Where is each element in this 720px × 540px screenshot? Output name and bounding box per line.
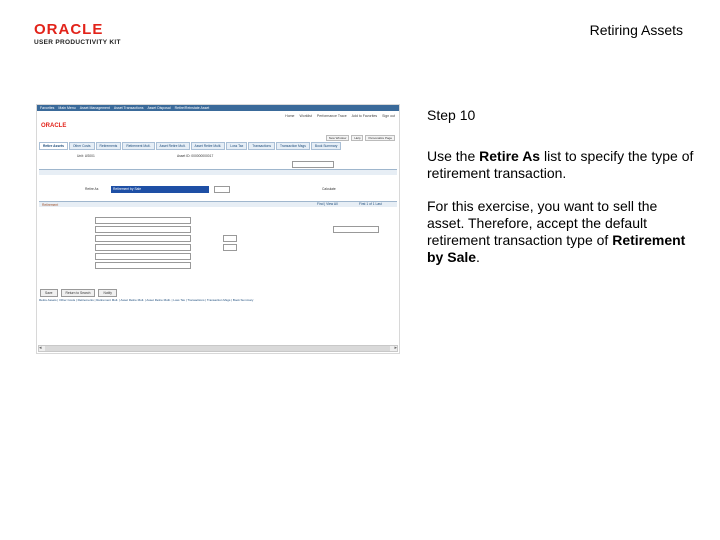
scrollbar-thumb[interactable] bbox=[45, 346, 390, 351]
retire-as-value: Retirement by Sale bbox=[113, 187, 142, 191]
unit-label: Unit: US001 bbox=[77, 154, 95, 158]
save-button[interactable]: Save bbox=[40, 289, 58, 297]
field[interactable] bbox=[95, 217, 191, 224]
text: Use the bbox=[427, 148, 480, 164]
tab[interactable]: Loss Tax bbox=[226, 142, 247, 150]
page-link[interactable]: New Window bbox=[326, 135, 350, 141]
retirement-band bbox=[39, 201, 397, 207]
top-link[interactable]: Home bbox=[285, 114, 295, 118]
field[interactable] bbox=[95, 253, 191, 260]
instruction-paragraph-1 bbox=[427, 148, 697, 182]
page-links bbox=[326, 135, 395, 141]
field[interactable] bbox=[214, 186, 230, 193]
tab[interactable]: Other Costs bbox=[69, 142, 95, 150]
scroll-left-icon[interactable]: ◂ bbox=[39, 345, 42, 351]
nav-item[interactable]: Favorites bbox=[40, 106, 55, 110]
page-link[interactable]: Help bbox=[351, 135, 363, 141]
notify-button[interactable]: Notify bbox=[98, 289, 116, 297]
tab[interactable]: Transactions bbox=[248, 142, 275, 150]
top-links bbox=[37, 111, 399, 121]
page-link[interactable]: Personalize Page bbox=[365, 135, 395, 141]
top-link[interactable]: Sign out bbox=[382, 114, 395, 118]
inner-oracle-logo: ORACLE bbox=[41, 123, 67, 129]
top-link[interactable]: Add to Favorites bbox=[351, 114, 378, 118]
retirement-heading: Retirement bbox=[42, 203, 59, 207]
text: list to specify the type of retirement transaction. bbox=[427, 148, 694, 181]
bold-term: Retirement by Sale bbox=[427, 232, 686, 265]
field[interactable] bbox=[223, 244, 237, 251]
field[interactable] bbox=[333, 226, 379, 233]
button-row bbox=[40, 289, 117, 297]
tab[interactable]: Asset Retire Multi. bbox=[191, 142, 226, 150]
top-link[interactable]: Worklist bbox=[299, 114, 312, 118]
field[interactable] bbox=[95, 244, 191, 251]
page-title: Retiring Assets bbox=[589, 22, 683, 38]
return-to-search-button[interactable]: Return to Search bbox=[61, 289, 96, 297]
grid-nav[interactable]: First 1 of 1 Last bbox=[359, 202, 382, 206]
nav-item[interactable]: Retire/Reinstate Asset bbox=[174, 106, 210, 110]
asset-label: Asset ID: 000000000017 bbox=[177, 154, 214, 158]
calculate-label: Calculate bbox=[322, 187, 336, 191]
tab[interactable]: Retirements bbox=[96, 142, 122, 150]
section-band bbox=[39, 169, 397, 175]
oracle-upk-logo bbox=[34, 22, 124, 46]
tab[interactable]: Retirement Mult. bbox=[122, 142, 154, 150]
nav-item[interactable]: Main Menu bbox=[58, 106, 76, 110]
page-tabs bbox=[39, 142, 397, 150]
instruction-paragraph-2 bbox=[427, 198, 697, 266]
nav-item[interactable]: Asset Disposal bbox=[147, 106, 171, 110]
horizontal-scrollbar[interactable] bbox=[38, 345, 398, 352]
grid-find-links[interactable]: Find | View All bbox=[317, 202, 338, 206]
text: . bbox=[476, 249, 480, 265]
logo-subtitle: USER PRODUCTIVITY KIT bbox=[34, 39, 121, 46]
field[interactable] bbox=[95, 226, 191, 233]
tab[interactable]: Transaction Msgs bbox=[276, 142, 310, 150]
tab[interactable]: Asset Retire Mult. bbox=[156, 142, 190, 150]
field[interactable] bbox=[223, 235, 237, 242]
application-screenshot bbox=[36, 104, 400, 354]
retire-as-label: Retire As bbox=[85, 187, 99, 191]
tab-retire-assets[interactable]: Retire Assets bbox=[39, 142, 68, 150]
step-number: Step 10 bbox=[427, 107, 476, 123]
nav-item[interactable]: Asset Management bbox=[79, 106, 110, 110]
scroll-right-icon[interactable]: ▸ bbox=[394, 345, 397, 351]
top-link[interactable]: Performance Trace bbox=[316, 114, 347, 118]
nav-item[interactable]: Asset Transactions bbox=[113, 106, 144, 110]
logo-word: ORACLE bbox=[34, 21, 104, 38]
field[interactable] bbox=[95, 235, 191, 242]
bold-term: Retire As bbox=[479, 148, 541, 164]
field[interactable] bbox=[95, 262, 191, 269]
field[interactable] bbox=[292, 161, 334, 168]
text: For this exercise, you want to sell the asset. Therefore, accept the default retirement transaction type of bbox=[427, 198, 658, 248]
tab[interactable]: Book Summary bbox=[311, 142, 342, 150]
footer-links[interactable]: Retire Assets | Other Costs | Retirements | Retirement Mult. | Asset Retire Mult. | Asset Retire Multi. | Loss Tax | Transactions | Transaction Msgs | Book Summary bbox=[39, 298, 254, 302]
